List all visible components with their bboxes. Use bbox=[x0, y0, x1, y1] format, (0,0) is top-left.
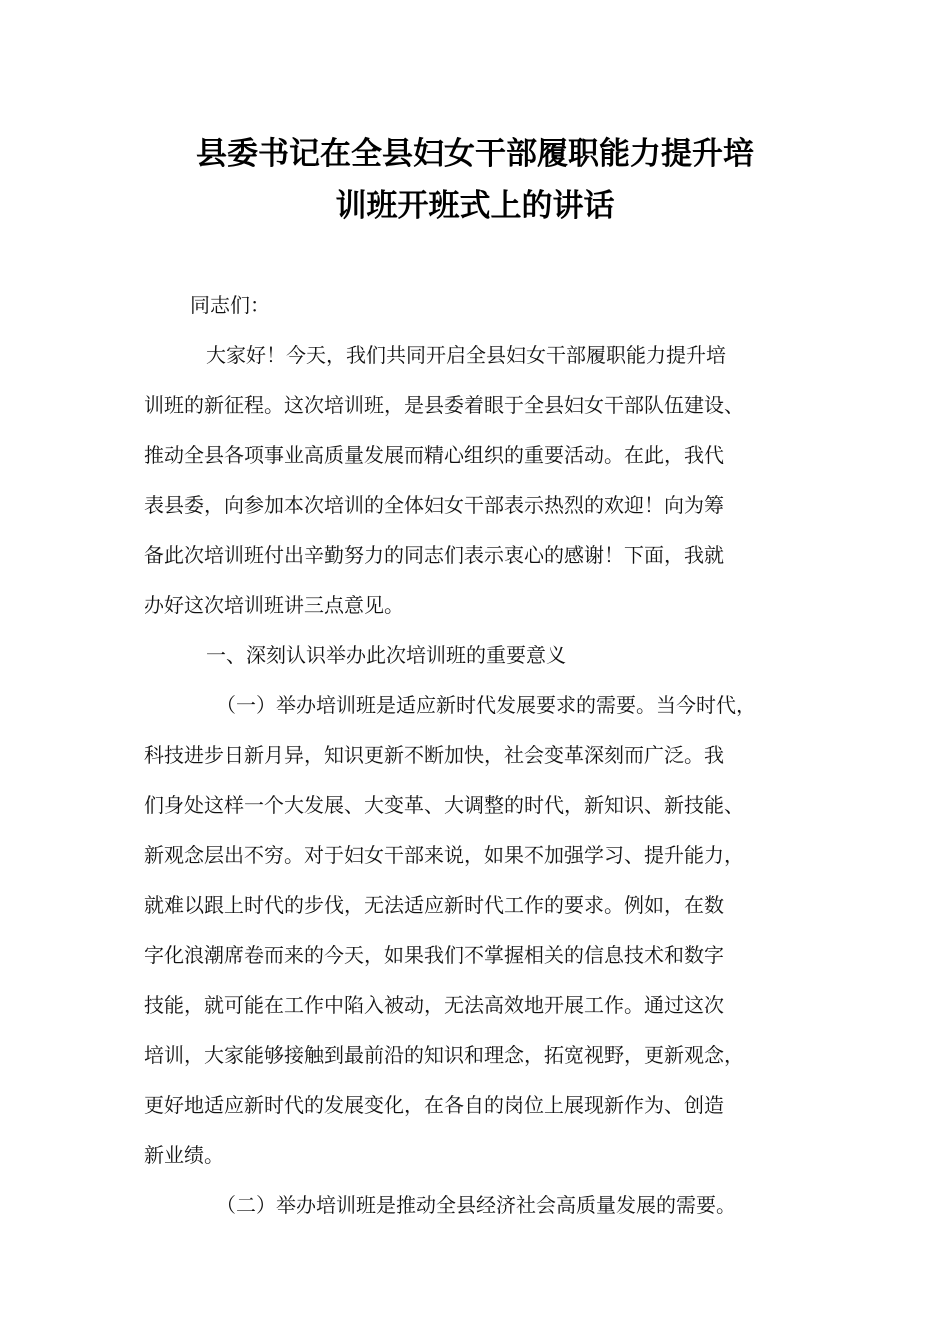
paragraph-line: 培训，大家能够接触到最前沿的知识和理念，拓宽视野，更新观念， bbox=[144, 1043, 744, 1067]
paragraph-line: 表县委，向参加本次培训的全体妇女干部表示热烈的欢迎！向为筹 bbox=[144, 493, 724, 517]
title-line-1: 县委书记在全县妇女干部履职能力提升培 bbox=[196, 136, 754, 172]
document-body bbox=[144, 280, 824, 1230]
paragraph-line: 新观念层出不穷。对于妇女干部来说，如果不加强学习、提升能力， bbox=[144, 843, 744, 867]
paragraph-line: 更好地适应新时代的发展变化，在各自的岗位上展现新作为、创造 bbox=[144, 1093, 724, 1117]
salutation-text: 同志们： bbox=[190, 293, 270, 317]
paragraph-line: 技能，就可能在工作中陷入被动，无法高效地开展工作。通过这次 bbox=[144, 993, 724, 1017]
paragraph-line: 们身处这样一个大发展、大变革、大调整的时代，新知识、新技能、 bbox=[144, 793, 744, 817]
paragraph-line: 备此次培训班付出辛勤努力的同志们表示衷心的感谢！下面，我就 bbox=[144, 543, 724, 567]
paragraph-opening bbox=[144, 330, 824, 630]
paragraph-line: 就难以跟上时代的步伐，无法适应新时代工作的要求。例如，在数 bbox=[144, 893, 724, 917]
paragraph-line: （二）举办培训班是推动全县经济社会高质量发展的需要。 bbox=[216, 1193, 736, 1217]
document-title bbox=[120, 128, 830, 232]
paragraph-subsection-1 bbox=[144, 680, 824, 1180]
paragraph-line: 科技进步日新月异，知识更新不断加快，社会变革深刻而广泛。我 bbox=[144, 743, 724, 767]
paragraph-line: 推动全县各项事业高质量发展而精心组织的重要活动。在此，我代 bbox=[144, 443, 724, 467]
title-line-2: 训班开班式上的讲话 bbox=[335, 188, 615, 224]
paragraph-line: 训班的新征程。这次培训班，是县委着眼于全县妇女干部队伍建设、 bbox=[144, 393, 744, 417]
paragraph-line: 字化浪潮席卷而来的今天，如果我们不掌握相关的信息技术和数字 bbox=[144, 943, 724, 967]
section-heading-text: 一、深刻认识举办此次培训班的重要意义 bbox=[206, 643, 566, 667]
paragraph-subsection-2 bbox=[144, 1180, 824, 1230]
paragraph-line: 新业绩。 bbox=[144, 1143, 224, 1167]
paragraph-line: （一）举办培训班是适应新时代发展要求的需要。当今时代， bbox=[216, 693, 756, 717]
section-heading-1 bbox=[144, 630, 824, 680]
paragraph-line: 大家好！今天，我们共同开启全县妇女干部履职能力提升培 bbox=[206, 343, 726, 367]
paragraph-line: 办好这次培训班讲三点意见。 bbox=[144, 593, 404, 617]
salutation bbox=[144, 280, 824, 330]
